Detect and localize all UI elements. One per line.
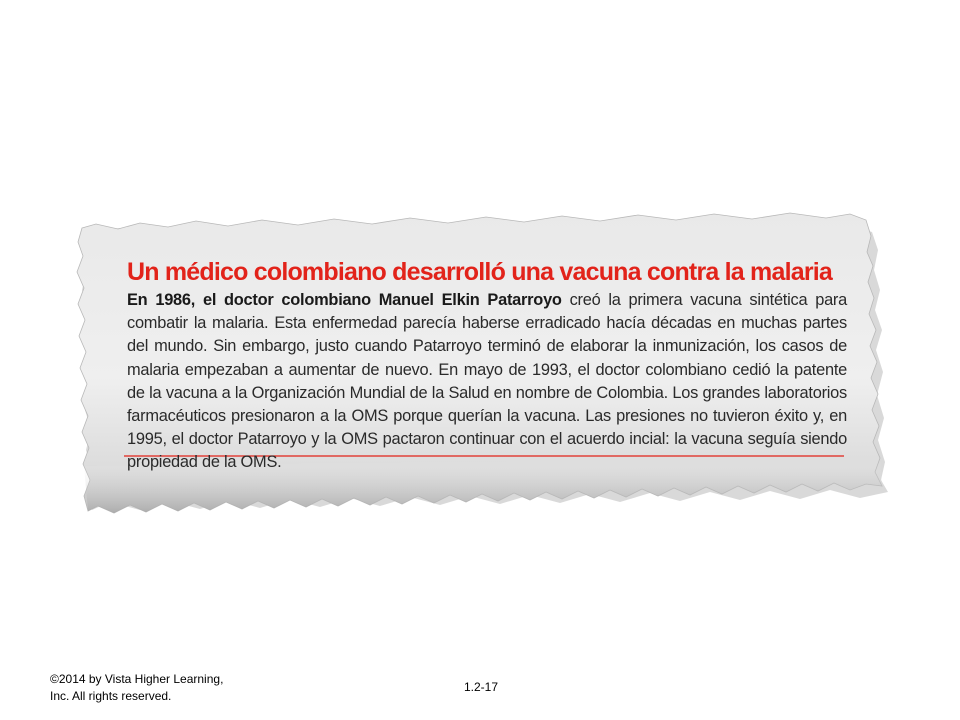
slide-number: 1.2-17 bbox=[464, 680, 499, 694]
article-body-text: creó la primera vacuna sintética para combatir la malaria. Esta enfermedad parecía haberse erradicado hacía décadas en muchas partes del mundo. Sin embargo, justo cuando Patarroyo terminó de elaborar la inmunización, los casos de malaria empezaban a aumentar de nuevo. En mayo de 1993, el doctor colombiano cedió la patente de la vacuna a la Organización Mundial de la Salud en nombre de Colombia. Los grandes laboratorios farmacéuticos presionaron a la OMS porque querían la vacuna. Las presiones no tuvieron éxito y, en 1995, el doctor Patarroyo y la OMS pactaron continuar con el acuerdo incial: la vacuna seguía siendo propiedad de la OMS. bbox=[127, 291, 848, 472]
news-article bbox=[127, 258, 847, 475]
copyright-notice bbox=[50, 671, 280, 705]
copyright-line-1: ©2014 by Vista Higher Learning, bbox=[50, 672, 224, 686]
article-lead: En 1986, el doctor colombiano Manuel Elkin Patarroyo bbox=[127, 291, 562, 309]
article-title: Un médico colombiano desarrolló una vacuna contra la malaria bbox=[127, 258, 832, 286]
article-body bbox=[127, 289, 847, 475]
copyright-line-2: Inc. All rights reserved. bbox=[50, 689, 172, 703]
